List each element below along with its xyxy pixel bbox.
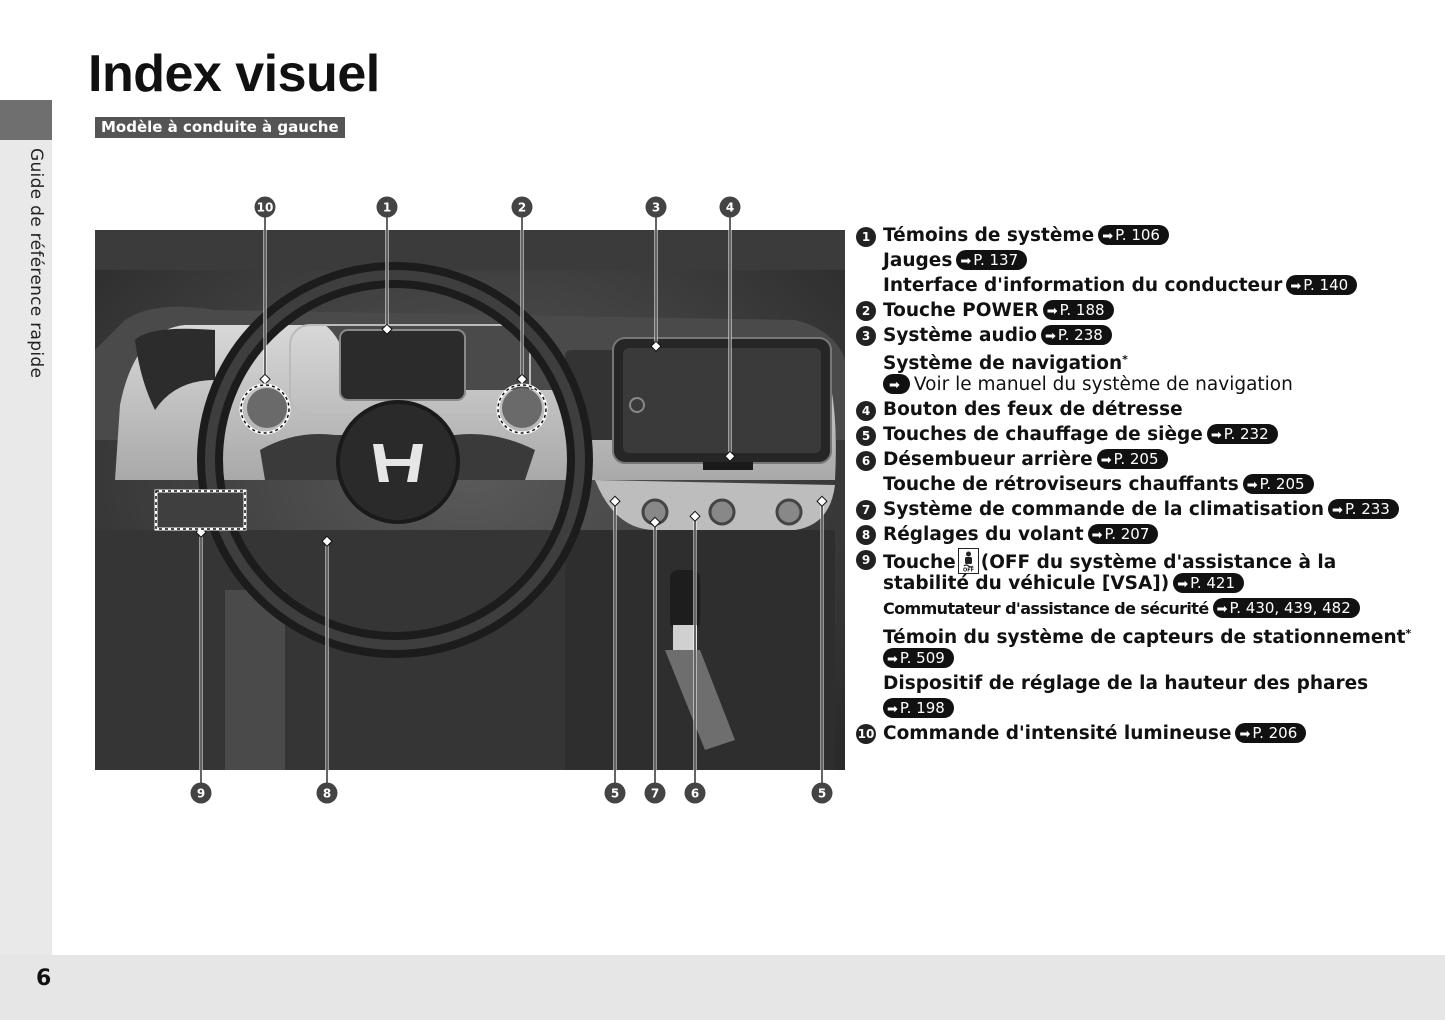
- nav-manual-ref-link[interactable]: [883, 374, 910, 394]
- page-ref-text: P. 430, 439, 482: [1229, 599, 1351, 618]
- page-ref-text: P. 207: [1104, 524, 1150, 543]
- arrow-right-icon: ➡: [1100, 453, 1112, 469]
- callout-8: 8: [317, 783, 338, 804]
- legend-number: 8: [856, 525, 876, 545]
- callout-6: 6: [685, 783, 706, 804]
- legend-text: Touches de chauffage de siège: [883, 424, 1203, 446]
- arrow-right-icon: ➡: [1102, 229, 1114, 244]
- page-ref-link[interactable]: [1328, 499, 1399, 519]
- page-ref-text: P. 206: [1252, 723, 1298, 742]
- legend-item: [855, 448, 1440, 473]
- legend-number: 7: [856, 500, 876, 520]
- legend-number: 4: [856, 401, 876, 421]
- arrow-right-icon: ➡: [1239, 726, 1251, 742]
- legend-text: Commande d'intensité lumineuse: [883, 722, 1232, 744]
- legend-text: Réglages du volant: [883, 523, 1084, 545]
- arrow-right-icon: ➡: [1045, 328, 1056, 344]
- legend-text: Jauges: [883, 249, 953, 271]
- callout-2: 2: [512, 197, 533, 218]
- legend-number: 6: [856, 451, 876, 471]
- legend-number: 3: [856, 326, 876, 346]
- page-title: Index visuel: [88, 45, 380, 103]
- arrow-right-icon: ➡: [1046, 303, 1058, 319]
- legend-text: Commutateur d'assistance de sécurité: [883, 599, 1209, 619]
- legend-item: [855, 523, 1440, 548]
- legend-list: [855, 224, 1440, 747]
- page-ref-link[interactable]: [883, 698, 954, 718]
- side-label: Guide de référence rapide: [26, 148, 46, 379]
- callout-9: 9: [191, 783, 212, 804]
- page-ref-link[interactable]: [1235, 723, 1306, 743]
- arrow-right-icon: ➡: [1332, 502, 1343, 518]
- legend-item: [855, 473, 1440, 498]
- page-ref-link[interactable]: [1207, 424, 1278, 444]
- page-ref-link[interactable]: [956, 250, 1027, 270]
- legend-item: [855, 697, 1440, 722]
- page-ref-text: P. 106: [1115, 226, 1160, 244]
- arrow-right-icon: ➡: [887, 652, 898, 668]
- legend-number: 10: [856, 724, 876, 744]
- svg-text:OFF: OFF: [962, 567, 974, 573]
- legend-number: 2: [856, 301, 876, 321]
- legend-text: Dispositif de réglage de la hauteur des phares: [883, 673, 1369, 695]
- legend-number: 5: [856, 426, 876, 446]
- page-ref-text: P. 238: [1057, 325, 1103, 344]
- legend-text: Système de navigation: [883, 353, 1123, 375]
- legend-item: [855, 423, 1440, 448]
- callout-4: 4: [720, 197, 741, 218]
- legend-item: [855, 398, 1440, 423]
- arrow-right-icon: ➡: [1290, 278, 1302, 294]
- footnote-marker: *: [1122, 353, 1128, 367]
- legend-text: Touche: [883, 551, 956, 573]
- model-label: Modèle à conduite à gauche: [95, 117, 345, 138]
- vsa-off-icon: [958, 548, 979, 574]
- callout-3: 3: [646, 197, 667, 218]
- legend-text: Témoins de système: [883, 225, 1095, 246]
- legend-item: [855, 572, 1440, 597]
- legend-text: Touche de rétroviseurs chauffants: [883, 473, 1239, 495]
- arrow-right-icon: ➡: [1091, 527, 1103, 543]
- page-ref-text: P. 421: [1190, 574, 1235, 593]
- legend-item: [855, 224, 1440, 249]
- legend-item: [855, 672, 1440, 697]
- legend-item: [855, 548, 1440, 573]
- legend-text: Désembueur arrière: [883, 449, 1093, 471]
- legend-text: Système de commande de la climatisation: [883, 498, 1325, 520]
- page-ref-text: P. 140: [1303, 275, 1349, 294]
- page-ref-link[interactable]: [1173, 573, 1244, 593]
- arrow-right-icon: ➡: [1216, 602, 1228, 618]
- legend-text: Touche POWER: [883, 299, 1039, 321]
- legend-item: [855, 373, 1440, 398]
- arrow-right-icon: ➡: [1210, 428, 1222, 444]
- page-ref-link[interactable]: [1043, 300, 1114, 320]
- arrow-right-icon: ➡: [1177, 577, 1189, 593]
- legend-item: [855, 324, 1440, 349]
- arrow-right-icon: ➡: [960, 253, 972, 269]
- legend-item: [855, 348, 1440, 373]
- page-ref-link[interactable]: [1041, 325, 1112, 345]
- page-ref-link[interactable]: [1243, 474, 1314, 494]
- page-ref-link[interactable]: [883, 648, 954, 668]
- legend-item: [855, 249, 1440, 274]
- legend-item: [855, 299, 1440, 324]
- page-ref-text: P. 205: [1259, 474, 1305, 493]
- legend-item: [855, 498, 1440, 523]
- legend-number: 1: [856, 227, 876, 247]
- callout-1: 1: [377, 197, 398, 218]
- page-ref-text: P. 205: [1113, 450, 1159, 469]
- legend-item: [855, 722, 1440, 747]
- arrow-right-icon: ➡: [889, 378, 900, 394]
- callout-7: 7: [645, 783, 666, 804]
- page-ref-text: P. 232: [1223, 425, 1269, 444]
- arrow-right-icon: ➡: [1246, 477, 1258, 493]
- page-ref-text: P. 137: [973, 250, 1019, 269]
- page-ref-text: P. 509: [899, 649, 945, 668]
- legend-text: Système audio: [883, 324, 1037, 346]
- page-number: 6: [36, 966, 52, 991]
- legend-item: [855, 597, 1440, 622]
- callout-5-left: 5: [605, 783, 626, 804]
- page-ref-link[interactable]: [1088, 524, 1159, 544]
- legend-text: (OFF du système d'assistance à la: [980, 551, 1337, 573]
- legend-text: Bouton des feux de détresse: [883, 399, 1183, 421]
- legend-text: Voir le manuel du système de navigation: [913, 374, 1293, 396]
- legend-item: [855, 274, 1440, 299]
- footnote-marker: *: [1405, 627, 1412, 641]
- arrow-right-icon: ➡: [887, 701, 898, 717]
- legend-text: Interface d'information du conducteur: [883, 274, 1283, 296]
- page-ref-link[interactable]: [1213, 598, 1360, 618]
- page-ref-text: P. 188: [1059, 300, 1105, 319]
- page-ref-link[interactable]: [1097, 449, 1168, 469]
- legend-item: [855, 622, 1440, 647]
- legend-text: Témoin du système de capteurs de stationnement: [883, 627, 1406, 649]
- callout-10: 10: [255, 197, 276, 218]
- legend-number: 9: [856, 550, 876, 570]
- legend-text: stabilité du véhicule [VSA]): [883, 573, 1170, 595]
- page-ref-link[interactable]: [1286, 275, 1357, 295]
- callout-5-right: 5: [812, 783, 833, 804]
- page-ref-text: P. 233: [1344, 499, 1390, 518]
- page-ref-text: P. 198: [899, 698, 945, 717]
- page-ref-link[interactable]: [1098, 225, 1169, 245]
- legend-item: [855, 647, 1440, 672]
